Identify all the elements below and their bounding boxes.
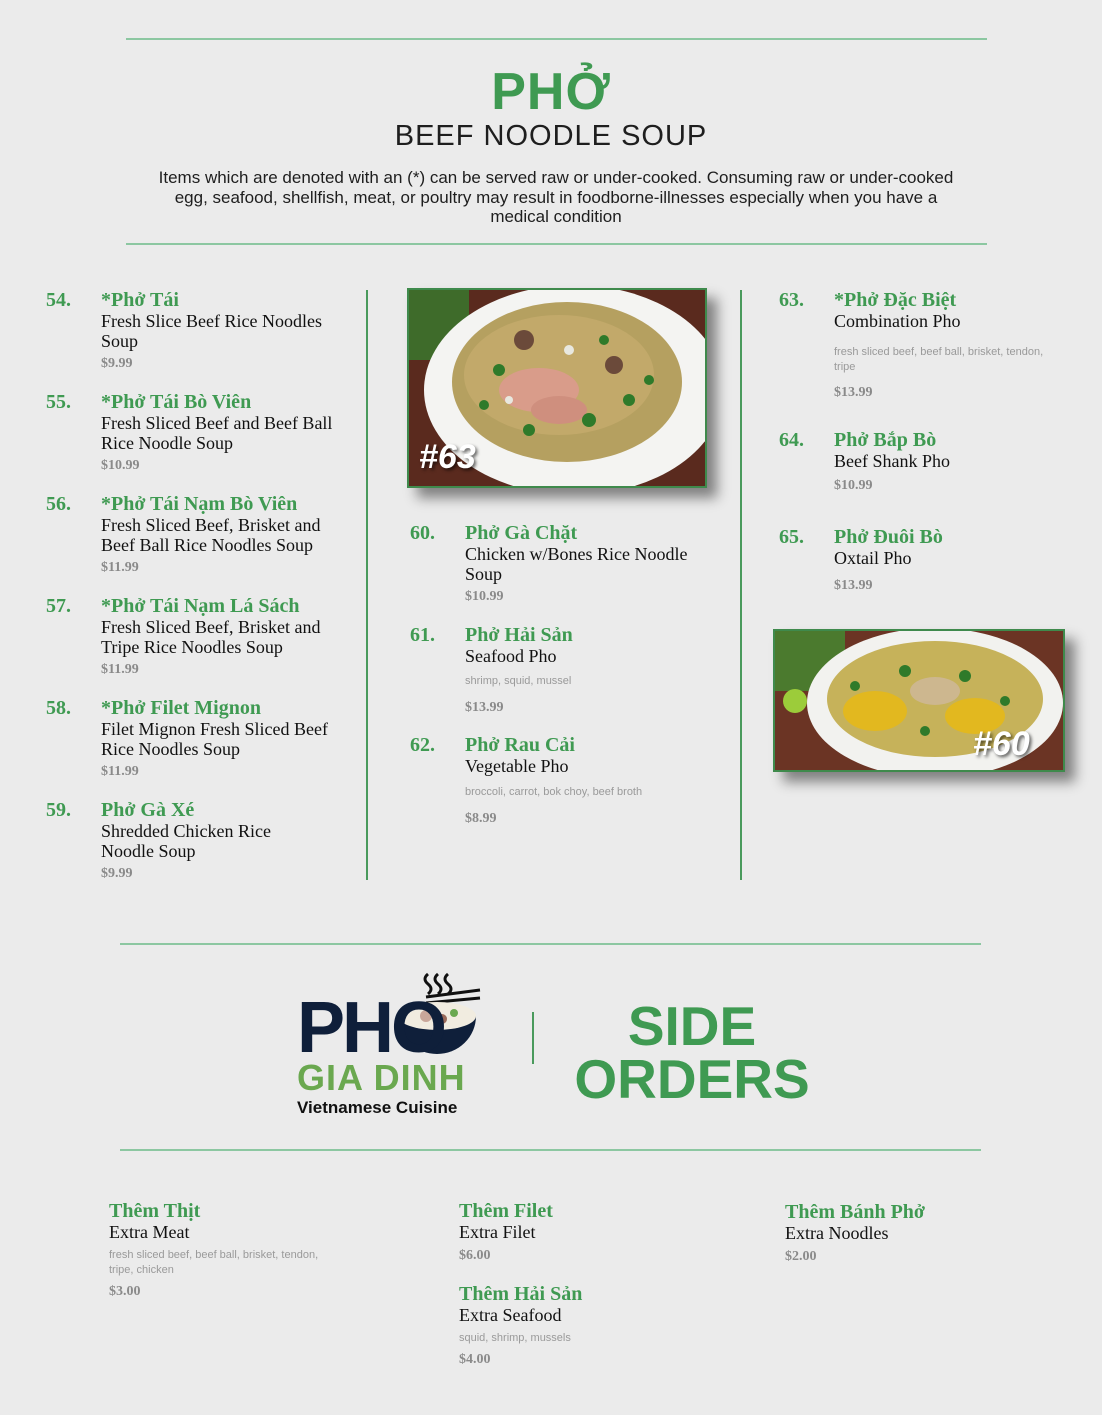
menu-item-57: [46, 595, 356, 685]
item-description: Extra Noodles: [785, 1223, 889, 1243]
item-price: $9.99: [101, 866, 133, 881]
item-name: Thêm Filet: [459, 1200, 553, 1222]
item-ingredients: fresh sliced beef, beef ball, brisket, tendon, tripe, chicken: [109, 1249, 319, 1276]
photo-label: #63: [419, 438, 476, 476]
menu-item-54: [46, 289, 356, 379]
item-ingredients: shrimp, squid, mussel: [465, 675, 572, 687]
item-price: $2.00: [785, 1249, 817, 1264]
page-subtitle: BEEF NOODLE SOUP: [394, 120, 708, 152]
item-name: Phở Hải Sản: [465, 624, 573, 646]
photo-label: #60: [973, 725, 1030, 763]
menu-item-55: [46, 391, 356, 481]
item-price: $13.99: [834, 578, 873, 593]
menu-item-63: [779, 289, 1079, 404]
menu-item-65: [779, 526, 1079, 596]
side-title-line1: SIDE: [627, 995, 757, 1057]
food-photo-60: [773, 629, 1065, 772]
item-description: Oxtail Pho: [834, 548, 912, 568]
column-divider-right: [740, 290, 742, 880]
item-number: 63.: [779, 289, 804, 311]
item-name: Phở Bắp Bò: [834, 429, 937, 451]
side-orders-title: [560, 995, 824, 1110]
item-price: $3.00: [109, 1284, 141, 1299]
item-number: 56.: [46, 493, 71, 515]
item-price: $11.99: [101, 662, 139, 677]
item-name: Thêm Thịt: [109, 1200, 201, 1222]
item-name: Phở Rau Cải: [465, 734, 575, 756]
menu-item-62: [410, 734, 730, 834]
menu-item-59: [46, 799, 356, 889]
item-number: 54.: [46, 289, 71, 311]
item-number: 65.: [779, 526, 804, 548]
item-description: Vegetable Pho: [465, 756, 569, 776]
side-top-divider: [120, 943, 981, 945]
item-name: Thêm Hải Sản: [459, 1283, 583, 1305]
item-description: Extra Filet: [459, 1222, 536, 1242]
item-number: 59.: [46, 799, 71, 821]
side-item-noodles: [785, 1201, 1025, 1265]
menu-item-60: [410, 522, 730, 612]
item-description: Extra Meat: [109, 1222, 190, 1242]
item-name: *Phở Filet Mignon: [101, 697, 261, 719]
item-price: $11.99: [101, 764, 139, 779]
logo-subtitle: GIA DINH: [297, 1057, 466, 1098]
item-description: Fresh Sliced Beef, Brisket and Tripe Rice Noodles Soup: [101, 617, 321, 657]
item-price: $8.99: [465, 811, 497, 826]
item-ingredients: fresh sliced beef, beef ball, brisket, tendon, tripe: [834, 346, 1044, 373]
food-photo-63: [407, 288, 707, 488]
item-name: Thêm Bánh Phở: [785, 1201, 925, 1223]
item-description: Extra Seafood: [459, 1305, 562, 1325]
side-bottom-divider: [120, 1149, 981, 1151]
item-description: Shredded Chicken Rice Noodle Soup: [101, 821, 271, 861]
item-price: $11.99: [101, 560, 139, 575]
item-number: 55.: [46, 391, 71, 413]
menu-item-61: [410, 624, 730, 724]
item-description: Fresh Slice Beef Rice Noodles Soup: [101, 311, 322, 351]
item-name: *Phở Tái Nạm Bò Viên: [101, 493, 298, 515]
item-number: 60.: [410, 522, 435, 544]
item-price: $13.99: [834, 385, 873, 400]
side-item-seafood: [459, 1283, 699, 1368]
item-price: $6.00: [459, 1248, 491, 1263]
top-divider: [126, 38, 987, 40]
item-number: 62.: [410, 734, 435, 756]
item-price: $10.99: [834, 478, 873, 493]
disclaimer: Items which are denoted with an (*) can be served raw or under-cooked. Consuming raw or under-cooked egg, seafood, shellfish, meat, or poultry may result in foodborne-illnesses especially when you have a medical condition: [158, 168, 954, 226]
item-description: Fresh Sliced Beef and Beef Ball Rice Noodle Soup: [101, 413, 333, 453]
item-ingredients: squid, shrimp, mussels: [459, 1332, 571, 1344]
side-title-line2: ORDERS: [574, 1048, 810, 1110]
item-name: *Phở Tái: [101, 289, 179, 311]
item-ingredients: broccoli, carrot, bok choy, beef broth: [465, 786, 643, 798]
item-name: *Phở Tái Nạm Lá Sách: [101, 595, 300, 617]
item-name: Phở Gà Xé: [101, 799, 195, 821]
side-item-meat: [109, 1200, 349, 1300]
item-price: $10.99: [101, 458, 140, 473]
item-name: Phở Gà Chặt: [465, 522, 578, 544]
menu-item-56: [46, 493, 356, 583]
item-number: 61.: [410, 624, 435, 646]
item-name: *Phở Đặc Biệt: [834, 289, 957, 311]
header-divider: [126, 243, 987, 245]
item-description: Beef Shank Pho: [834, 451, 950, 471]
item-number: 58.: [46, 697, 71, 719]
menu-item-64: [779, 429, 1079, 499]
item-price: $9.99: [101, 356, 133, 371]
side-item-filet: [459, 1200, 699, 1264]
item-description: Seafood Pho: [465, 646, 557, 666]
column-divider-left: [366, 290, 368, 880]
item-description: Filet Mignon Fresh Sliced Beef Rice Noodles Soup: [101, 719, 328, 759]
logo-wordmark: PHO: [297, 988, 445, 1068]
logo-divider: [532, 1012, 534, 1064]
logo-tagline: Vietnamese Cuisine: [297, 1098, 458, 1117]
item-description: Chicken w/Bones Rice Noodle Soup: [465, 544, 688, 584]
page-title: PHỞ: [491, 63, 611, 121]
item-description: Combination Pho: [834, 311, 961, 331]
item-price: $13.99: [465, 700, 504, 715]
item-number: 64.: [779, 429, 804, 451]
item-number: 57.: [46, 595, 71, 617]
item-price: $10.99: [465, 589, 504, 604]
item-description: Fresh Sliced Beef, Brisket and Beef Ball Rice Noodles Soup: [101, 515, 321, 555]
item-name: *Phở Tái Bò Viên: [101, 391, 252, 413]
item-price: $4.00: [459, 1352, 491, 1367]
item-name: Phở Đuôi Bò: [834, 526, 943, 548]
menu-item-58: [46, 697, 356, 787]
